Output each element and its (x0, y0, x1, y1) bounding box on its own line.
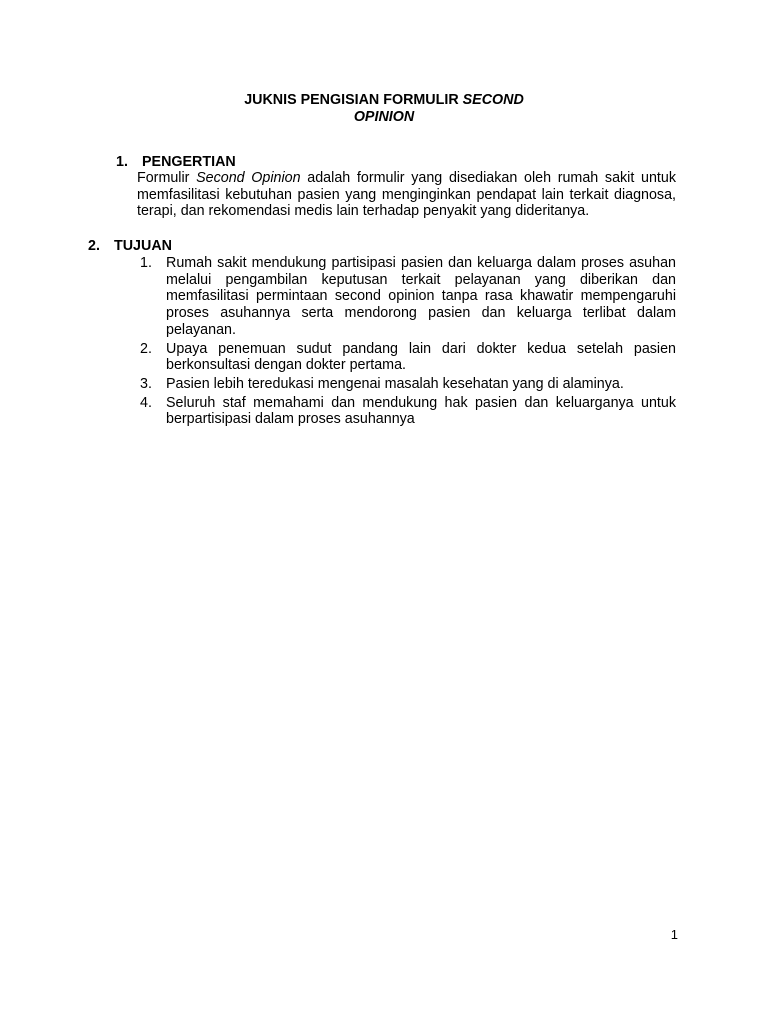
page-title-line-2: OPINION (353, 108, 415, 125)
list-item-number: 1. (140, 255, 152, 271)
body-text: adalah formulir yang disediakan oleh rumah sakit untuk memfasilitasi kebutuhan pasien yang menginginkan pendapat lain terkait diagnosa, terapi, dan rekomendasi medis lain terhadap penyakit yang dideritanya. (137, 170, 676, 220)
list-item-number: 4. (140, 394, 152, 411)
list-item-number: 3. (140, 375, 152, 392)
body-italic-term: Second Opinion (196, 170, 301, 186)
page-title-text: JUKNIS PENGISIAN FORMULIR (244, 92, 463, 108)
section-heading-tujuan (88, 238, 172, 255)
list-item-text: Upaya penemuan sudut pandang lain dari dokter kedua setelah pasien berkonsultasi dengan dokter pertama. (166, 340, 676, 374)
section-body-pengertian (137, 170, 676, 220)
list-item-text: Pasien lebih teredukasi mengenai masalah kesehatan yang di alaminya. (166, 375, 624, 392)
tujuan-list (140, 255, 676, 430)
section-number: 2. (88, 238, 100, 254)
list-item (140, 255, 676, 339)
page-title-italic: SECOND (462, 92, 524, 108)
list-item-text: Seluruh staf memahami dan mendukung hak pasien dan keluarganya untuk berpartisipasi dalam proses asuhannya (166, 394, 676, 428)
section-number: 1. (116, 154, 128, 170)
page-number: 1 (670, 927, 678, 942)
list-item-number: 2. (140, 340, 152, 357)
page-title (0, 92, 768, 125)
section-heading-pengertian (116, 154, 236, 171)
section-title: PENGERTIAN (142, 154, 236, 170)
list-item (140, 395, 676, 428)
list-item (140, 376, 676, 393)
section-title: TUJUAN (114, 238, 172, 254)
list-item (140, 341, 676, 374)
body-text: Formulir (137, 170, 197, 186)
list-item-text: Rumah sakit mendukung partisipasi pasien dan keluarga dalam proses asuhan melalui pengambilan keputusan terkait pelayanan yang diberikan dan memfasilitasi permintaan second opinion tanpa rasa khawatir mempengaruhi proses asuhannya serta mendorong pasien dan keluarga terlibat dalam pelayanan. (166, 255, 676, 338)
page-title-line-1 (0, 92, 768, 109)
